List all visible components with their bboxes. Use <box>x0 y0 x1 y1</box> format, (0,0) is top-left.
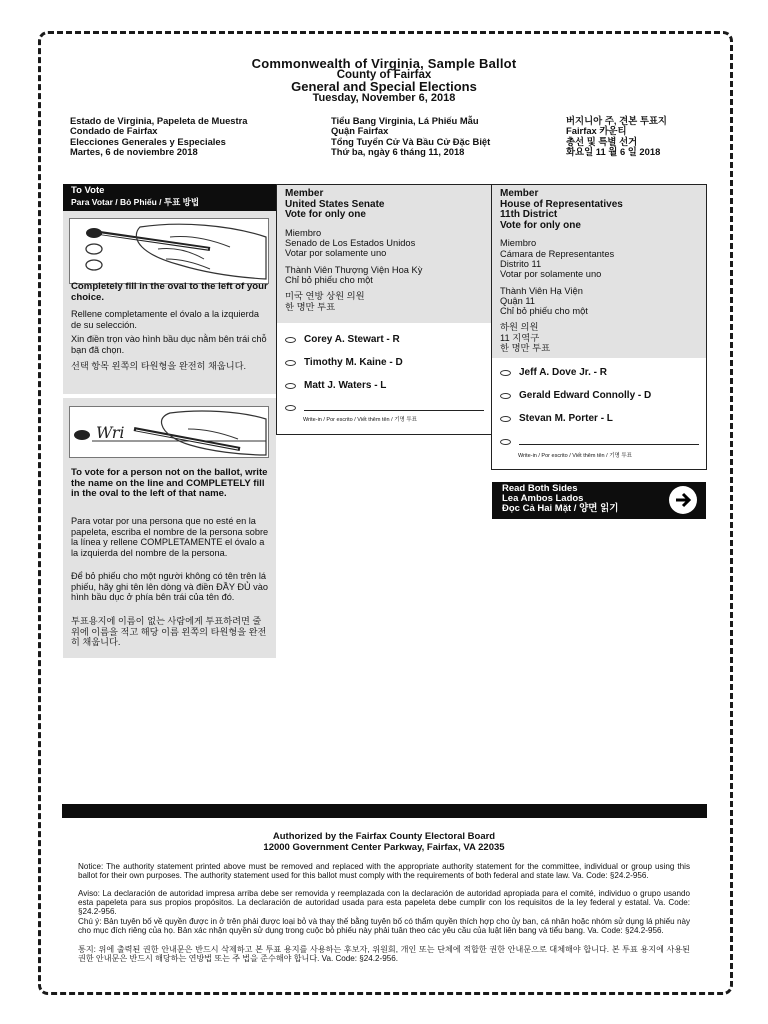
oval-icon[interactable] <box>285 360 296 366</box>
writein-instruction-ko: 투표용지에 이름이 없는 사람에게 투표하려면 줄 위에 이름을 적고 해당 이름 왼쪽의 타원형을 완전히 채웁니다. <box>71 616 267 648</box>
senate-contest <box>276 184 492 435</box>
oval-icon[interactable] <box>500 439 511 445</box>
senate-write-in[interactable] <box>285 401 484 411</box>
election-name: General and Special Elections <box>291 79 477 94</box>
footer-bar <box>62 804 707 818</box>
write-in-illustration <box>69 406 269 458</box>
writein-instruction-en: To vote for a person not on the ballot, write the name on the line and COMPLETELY fill in the oval to the left of that name. <box>71 467 268 500</box>
vietnamese-header: Tiểu Bang Virginia, Lá Phiếu Mẫu Quận Fairfax Tổng Tuyển Cử Và Bầu Cử Đặc Biệt Thứ ba, ngày 6 tháng 11, 2018 <box>331 115 491 158</box>
house-contest <box>491 184 707 470</box>
fill-instruction-ko: 선택 항목 왼쪽의 타원형을 완전히 채웁니다. <box>71 361 247 371</box>
hand-writing-icon <box>70 407 268 457</box>
authority-line-2: 12000 Government Center Parkway, Fairfax, VA 22035 <box>263 842 505 853</box>
candidate-stevan-porter[interactable]: Stevan M. Porter - L <box>500 413 613 424</box>
oval-icon[interactable] <box>500 416 511 422</box>
korean-header: 버지니아 주, 견본 투표지 Fairfax 카운티 총선 및 특별 선거 화요일 11 월 6 일 2018 <box>566 115 667 158</box>
fill-instruction-vi: Xin điền trọn vào hình bầu dục nằm bên trái chỗ bạn đã chọn. <box>71 334 267 355</box>
fill-instruction-en: Completely fill in the oval to the left of your choice. <box>71 281 268 303</box>
house-write-in[interactable] <box>500 435 699 445</box>
arrow-right-icon <box>669 486 697 514</box>
ballot-title: Commonwealth of Virginia, Sample Ballot <box>251 56 517 71</box>
write-in-label: Write-in / Por escrito / Viết thêm tên / 기명 투표 <box>518 453 632 459</box>
writein-instruction-es: Para votar por una persona que no esté en la papeleta, escriba el nombre de la persona sobre la línea y rellene COMPLETAMENTE el óvalo a la izquierda del nombre de la persona. <box>71 516 269 558</box>
marking-illustration <box>69 218 269 284</box>
read-both-sides-banner: Read Both Sides Lea Ambos Lados Đọc Cả Hai Mặt / 양면 읽기 <box>492 482 706 519</box>
write-in-line[interactable] <box>304 401 484 411</box>
county-name: County of Fairfax <box>336 69 432 81</box>
write-in-instructions <box>63 398 276 658</box>
candidate-gerald-connolly[interactable]: Gerald Edward Connolly - D <box>500 390 651 401</box>
candidate-corey-stewart[interactable]: Corey A. Stewart - R <box>285 334 400 345</box>
notice-es: Aviso: La declaración de autoridad impresa arriba debe ser removida y reemplazada con la declaración de autoridad apropiada para el comité, individuo o grupo usando esta papeleta para sus propios propósitos. La declaración de autoridad usada para esta papeleta debe cumplir con los requisitos de la ley federal y estatal. Va. Code: §24.2-956. <box>78 889 690 916</box>
authority-line-1: Authorized by the Fairfax County Electoral Board <box>272 831 496 842</box>
oval-icon[interactable] <box>285 405 296 411</box>
hand-filling-oval-icon <box>70 219 268 283</box>
notice-vi: Chú ý: Bản tuyên bố về quyền được in ở trên phải được loại bỏ và thay thế bằng tuyên bố có thẩm quyền thích hợp cho ủy ban, cá nhân hoặc nhóm sử dụng lá phiếu này cho mục đích riêng của họ. Bản xác nhận quyền sử dụng trong cuộc bỏ phiếu này phải tuân theo các yêu cầu của luật liên bang và tiểu bang. Va. Code: §24.2-956. <box>78 917 690 935</box>
pen-word: Wri <box>96 423 125 442</box>
notice-en: Notice: The authority statement printed above must be removed and replaced with the appropriate authority statement for the committee, individual or group using this ballot for their own purposes. The authority statement used for this ballot must comply with the requirements of both federal and state law. Va. Code: §24.2-956. <box>78 862 690 880</box>
election-date: Tuesday, November 6, 2018 <box>312 92 456 104</box>
fill-instruction-es: Rellene completamente el óvalo a la izquierda de su selección. <box>71 309 259 330</box>
writein-instruction-vi: Để bỏ phiếu cho một người không có tên trên lá phiếu, hãy ghi tên lên dòng và điền ĐẦY ĐỦ vào hình bầu dục ở phía bên trái của tên đó. <box>71 571 268 603</box>
candidate-jeff-dove[interactable]: Jeff A. Dove Jr. - R <box>500 367 607 378</box>
write-in-label: Write-in / Por escrito / Viết thêm tên / 기명 투표 <box>303 417 417 423</box>
fill-oval-instructions <box>63 211 276 394</box>
write-in-line[interactable] <box>519 435 699 445</box>
oval-icon[interactable] <box>500 370 511 376</box>
candidate-matt-waters[interactable]: Matt J. Waters - L <box>285 380 386 391</box>
house-contest-header: Member House of Representatives 11th District Vote for only one Miembro Cámara de Representantes Distrito 11 Votar por solamente uno Thành Viên Hạ Viện Quận 11 Chỉ bỏ phiếu cho một 하원 의원 11 지역구 한 명만 투표 <box>492 185 706 358</box>
oval-icon[interactable] <box>500 393 511 399</box>
oval-icon[interactable] <box>285 383 296 389</box>
instructions-header: To Vote Para Votar / Bỏ Phiếu / 투표 방법 <box>63 184 276 211</box>
notice-ko: 통지: 위에 출력된 권한 안내문은 반드시 삭제하고 본 투표 용지를 사용하는 후보자, 위원회, 개인 또는 단체에 적합한 권한 안내문으로 대체해야 합니다. 본 투표 용지에 사용된 권한 안내문은 반드시 해당하는 연방법 또는 주 법을 준수해야 합니다. Va. Code: §24.2-956. <box>78 945 690 963</box>
candidate-timothy-kaine[interactable]: Timothy M. Kaine - D <box>285 357 403 368</box>
oval-icon[interactable] <box>285 337 296 343</box>
senate-contest-header: Member United States Senate Vote for only one Miembro Senado de Los Estados Unidos Votar por solamente uno Thành Viên Thượng Viện Hoa Kỳ Chỉ bỏ phiếu cho một 미국 연방 상원 의원 한 명만 투표 <box>277 185 491 323</box>
spanish-header: Estado de Virginia, Papeleta de Muestra Condado de Fairfax Elecciones Generales y Especiales Martes, 6 de noviembre 2018 <box>70 115 248 158</box>
